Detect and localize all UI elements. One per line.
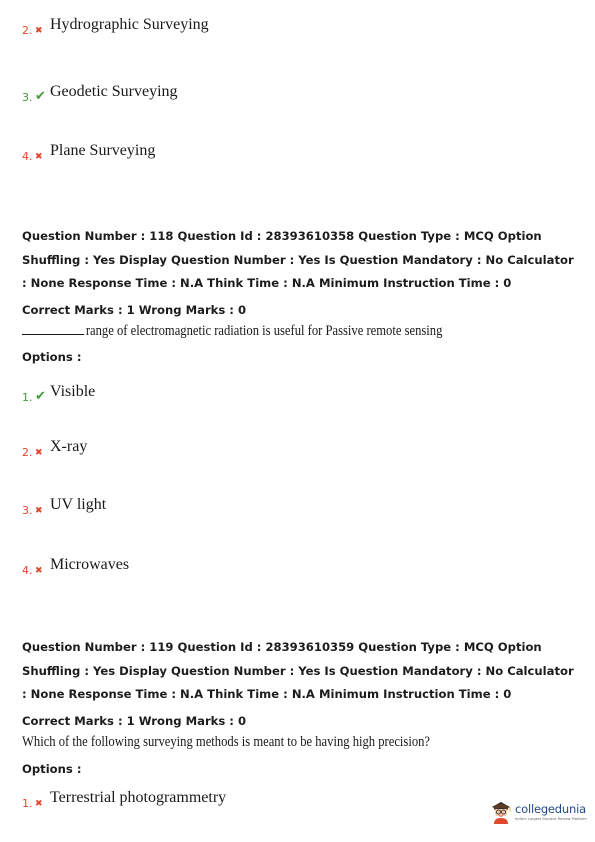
option-text: UV light <box>50 496 107 513</box>
option-text: Visible <box>50 383 96 400</box>
options-label: Options : <box>22 762 82 776</box>
question-meta: Question Number : 119 Question Id : 28393610359 Question Type : MCQ Option Shuffling : Yes Display Question Number : Yes Is Question Mandatory : No Calculator : None Response Time : N.A Think Time : N.A Minimum Instruction Time : 0 <box>22 640 574 701</box>
option-text: Geodetic Surveying <box>50 83 178 100</box>
student-mascot-icon <box>490 798 512 824</box>
cross-icon: ✖ <box>35 506 43 516</box>
logo-text <box>515 802 587 821</box>
logo-tagline: India's Largest Student Review Platform <box>515 816 587 821</box>
option-text: X-ray <box>50 438 88 455</box>
option-row <box>22 496 107 522</box>
option-number: 4. <box>22 564 33 577</box>
option-number: 3. <box>22 91 33 104</box>
question-meta: Question Number : 118 Question Id : 28393610358 Question Type : MCQ Option Shuffling : Yes Display Question Number : Yes Is Question Mandatory : No Calculator : None Response Time : N.A Think Time : N.A Minimum Instruction Time : 0 <box>22 229 574 290</box>
option-row <box>22 142 156 168</box>
options-label: Options : <box>22 350 82 364</box>
option-number: 3. <box>22 504 33 517</box>
question-text-body: range of electromagnetic radiation is useful for Passive remote sensing <box>85 323 443 339</box>
option-row <box>22 556 130 582</box>
option-row <box>22 16 209 42</box>
question-text <box>22 322 442 340</box>
option-number: 2. <box>22 446 33 459</box>
answer-blank <box>22 322 84 335</box>
cross-icon: ✖ <box>35 799 43 809</box>
cross-icon: ✖ <box>35 448 43 458</box>
option-text: Plane Surveying <box>50 142 156 159</box>
option-row <box>22 383 96 409</box>
cross-icon: ✖ <box>35 26 43 36</box>
cross-icon: ✖ <box>35 152 43 162</box>
option-number: 2. <box>22 24 33 37</box>
option-number: 1. <box>22 391 33 404</box>
question-text: Which of the following surveying methods is meant to be having high precision? <box>22 734 431 750</box>
option-row <box>22 789 227 815</box>
cross-icon: ✖ <box>35 566 43 576</box>
question-marks: Correct Marks : 1 Wrong Marks : 0 <box>22 714 247 728</box>
check-icon: ✔ <box>35 89 46 104</box>
option-text: Microwaves <box>50 556 130 573</box>
logo-name: collegedunia <box>515 801 586 816</box>
question-marks: Correct Marks : 1 Wrong Marks : 0 <box>22 303 247 317</box>
check-icon: ✔ <box>35 389 46 404</box>
option-text: Hydrographic Surveying <box>50 16 209 33</box>
option-row <box>22 438 88 464</box>
option-number: 1. <box>22 797 33 810</box>
collegedunia-logo <box>490 798 587 824</box>
option-text: Terrestrial photogrammetry <box>50 789 227 806</box>
option-number: 4. <box>22 150 33 163</box>
option-row <box>22 83 178 109</box>
